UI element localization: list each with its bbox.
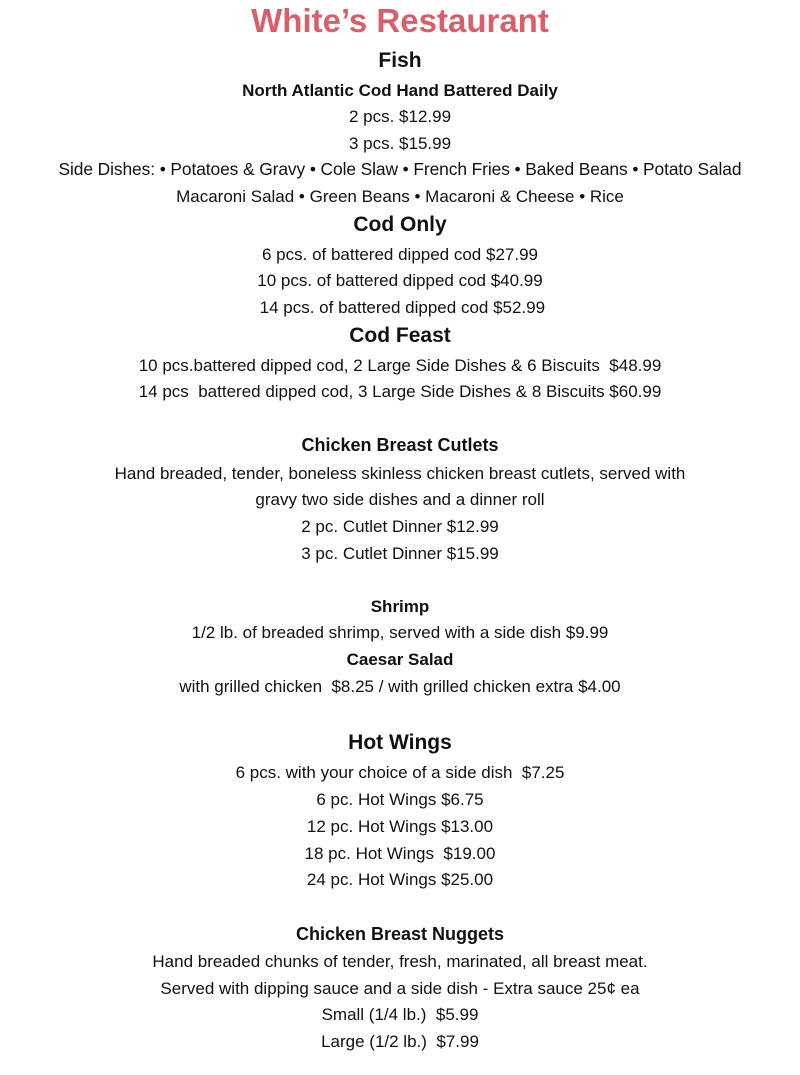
cod-feast-item: 10 pcs.battered dipped cod, 2 Large Side Dishes & 6 Biscuits $48.99 — [138, 356, 662, 375]
nuggets-description-line-2: Served with dipping sauce and a side dish - Extra sauce 25¢ ea — [160, 979, 640, 998]
fish-price-3pcs: 3 pcs. $15.99 — [348, 134, 452, 153]
hot-wings-item: 12 pc. Hot Wings $13.00 — [306, 817, 494, 836]
nuggets-item: Small (1/4 lb.) $5.99 — [321, 1005, 479, 1024]
nuggets-description-line-1: Hand breaded chunks of tender, fresh, marinated, all breast meat. — [152, 952, 648, 971]
fish-price-2pcs: 2 pcs. $12.99 — [348, 107, 452, 126]
caesar-salad-item: with grilled chicken $8.25 / with grilled chicken extra $4.00 — [179, 677, 621, 696]
side-dishes-line-2: Macaroni Salad • Green Beans • Macaroni & Cheese • Rice — [176, 187, 624, 206]
cod-only-heading: Cod Only — [353, 213, 447, 236]
shrimp-heading: Shrimp — [370, 597, 430, 616]
cutlets-heading: Chicken Breast Cutlets — [301, 435, 499, 455]
cutlets-item: 2 pc. Cutlet Dinner $12.99 — [301, 517, 499, 536]
hot-wings-item: 18 pc. Hot Wings $19.00 — [304, 844, 496, 863]
restaurant-title: White’s Restaurant — [251, 2, 549, 39]
hot-wings-heading: Hot Wings — [348, 731, 452, 754]
nuggets-item: Large (1/2 lb.) $7.99 — [321, 1032, 479, 1051]
cod-only-item: 10 pcs. of battered dipped cod $40.99 — [257, 271, 543, 290]
fish-heading: Fish — [378, 49, 422, 72]
hot-wings-item: 6 pc. Hot Wings $6.75 — [316, 790, 484, 809]
cod-feast-heading: Cod Feast — [349, 324, 451, 347]
cod-feast-item: 14 pcs battered dipped cod, 3 Large Side Dishes & 8 Biscuits $60.99 — [138, 382, 662, 401]
cod-only-item: 6 pcs. of battered dipped cod $27.99 — [262, 245, 538, 264]
hot-wings-item: 24 pc. Hot Wings $25.00 — [306, 870, 494, 889]
cod-only-item: 14 pcs. of battered dipped cod $52.99 — [254, 298, 546, 317]
caesar-salad-heading: Caesar Salad — [346, 650, 454, 669]
hot-wings-item: 6 pcs. with your choice of a side dish $7.25 — [235, 763, 565, 782]
nuggets-heading: Chicken Breast Nuggets — [295, 924, 505, 944]
cutlets-item: 3 pc. Cutlet Dinner $15.99 — [301, 544, 499, 563]
cutlets-description-line-1: Hand breaded, tender, boneless skinless chicken breast cutlets, served with — [114, 464, 686, 483]
shrimp-item: 1/2 lb. of breaded shrimp, served with a side dish $9.99 — [191, 623, 609, 642]
cutlets-description-line-2: gravy two side dishes and a dinner roll — [255, 490, 545, 509]
fish-subheading: North Atlantic Cod Hand Battered Daily — [242, 81, 558, 100]
side-dishes-line-1: Side Dishes: • Potatoes & Gravy • Cole Slaw • French Fries • Baked Beans • Potato Salad — [58, 159, 742, 179]
